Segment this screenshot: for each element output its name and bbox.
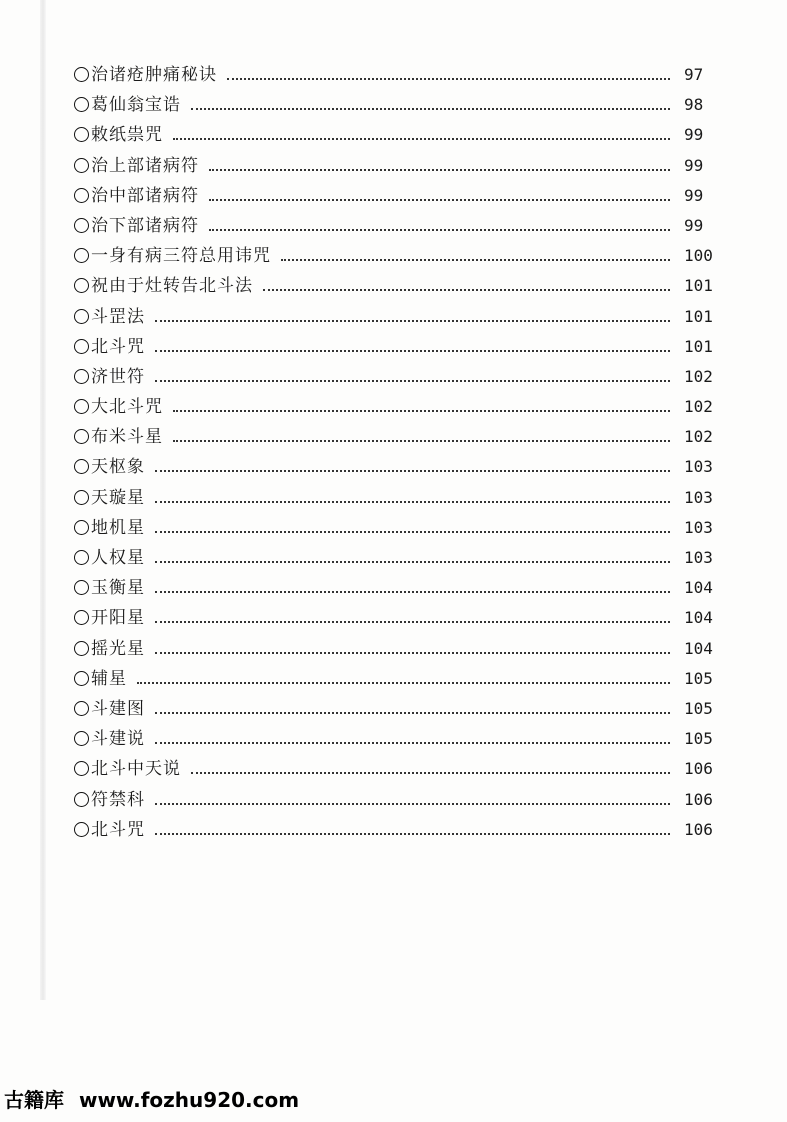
toc-entry-title: 北斗中天说 [91, 759, 181, 780]
toc-entry-page-number: 101 [684, 336, 713, 356]
circle-bullet-icon [74, 459, 89, 474]
toc-entry-title: 祝由于灶转告北斗法 [91, 276, 253, 297]
toc-entry[interactable] [74, 694, 724, 724]
circle-bullet-icon [74, 369, 89, 384]
toc-entry[interactable] [74, 785, 724, 815]
toc-entry-title: 斗罡法 [91, 306, 145, 327]
dot-leader [137, 682, 670, 684]
toc-entry-title: 葛仙翁宝诰 [91, 95, 181, 116]
toc-entry[interactable] [74, 815, 724, 845]
dot-leader [281, 259, 670, 261]
toc-entry-title: 大北斗咒 [91, 397, 163, 418]
dot-leader [155, 833, 670, 835]
toc-entry[interactable] [74, 452, 724, 482]
toc-entry[interactable] [74, 151, 724, 181]
toc-entry[interactable] [74, 60, 724, 90]
dot-leader [155, 470, 670, 472]
toc-entry-page-number: 99 [684, 155, 704, 175]
toc-entry-title: 天璇星 [91, 487, 145, 508]
toc-entry-page-number: 105 [684, 668, 713, 688]
toc-entry-page-number: 99 [684, 185, 704, 205]
toc-entry-page-number: 99 [684, 125, 704, 145]
toc-entry-page-number: 106 [684, 819, 713, 839]
toc-entry-page-number: 102 [684, 397, 713, 417]
table-of-contents [74, 60, 724, 845]
circle-bullet-icon [74, 761, 89, 776]
dot-leader [209, 199, 670, 201]
circle-bullet-icon [74, 731, 89, 746]
dot-leader [155, 531, 670, 533]
toc-entry-title: 摇光星 [91, 638, 145, 659]
toc-entry-title: 辅星 [91, 668, 127, 689]
toc-entry[interactable] [74, 302, 724, 332]
toc-entry-page-number: 103 [684, 517, 713, 537]
toc-entry[interactable] [74, 241, 724, 271]
circle-bullet-icon [74, 520, 89, 535]
toc-entry[interactable] [74, 513, 724, 543]
toc-entry[interactable] [74, 271, 724, 301]
toc-entry-page-number: 105 [684, 698, 713, 718]
circle-bullet-icon [74, 188, 89, 203]
toc-entry[interactable] [74, 483, 724, 513]
toc-entry-page-number: 102 [684, 427, 713, 447]
footer-site-name: 古籍库 [4, 1088, 64, 1112]
toc-entry[interactable] [74, 332, 724, 362]
circle-bullet-icon [74, 127, 89, 142]
dot-leader [155, 350, 670, 352]
toc-entry[interactable] [74, 664, 724, 694]
toc-entry-page-number: 103 [684, 487, 713, 507]
toc-entry-title: 人权星 [91, 548, 145, 568]
toc-entry[interactable] [74, 603, 724, 633]
dot-leader [209, 169, 670, 171]
toc-entry-title: 开阳星 [91, 608, 145, 629]
circle-bullet-icon [74, 278, 89, 293]
dot-leader [155, 380, 670, 382]
toc-entry-page-number: 103 [684, 548, 713, 567]
toc-entry[interactable] [74, 392, 724, 422]
toc-entry[interactable] [74, 543, 724, 573]
circle-bullet-icon [74, 792, 89, 807]
toc-entry[interactable] [74, 573, 724, 603]
circle-bullet-icon [74, 641, 89, 656]
toc-entry-page-number: 100 [684, 246, 713, 266]
toc-entry-title: 济世符 [91, 366, 145, 387]
circle-bullet-icon [74, 158, 89, 173]
toc-entry[interactable] [74, 362, 724, 392]
toc-entry-page-number: 99 [684, 215, 704, 235]
toc-entry-page-number: 103 [684, 457, 713, 477]
toc-entry-title: 地机星 [91, 517, 145, 538]
toc-entry-title: 符禁科 [91, 789, 145, 810]
dot-leader [173, 440, 670, 442]
dot-leader [191, 108, 670, 110]
toc-entry-page-number: 101 [684, 306, 713, 326]
toc-entry-page-number: 101 [684, 276, 713, 296]
toc-entry[interactable] [74, 422, 724, 452]
toc-entry-title: 布米斗星 [91, 427, 163, 448]
dot-leader [227, 78, 670, 80]
dot-leader [155, 591, 670, 593]
footer-url[interactable]: www.fozhu920.com [78, 1088, 300, 1112]
toc-entry-title: 敕纸祟咒 [91, 125, 163, 146]
circle-bullet-icon [74, 671, 89, 686]
toc-entry-page-number: 104 [684, 578, 713, 598]
scan-binding-edge [40, 0, 46, 1000]
circle-bullet-icon [74, 701, 89, 716]
dot-leader [155, 621, 670, 623]
dot-leader [173, 138, 670, 140]
circle-bullet-icon [74, 822, 89, 837]
toc-entry[interactable] [74, 754, 724, 784]
dot-leader [173, 410, 670, 412]
circle-bullet-icon [74, 218, 89, 233]
toc-entry-title: 一身有病三符总用讳咒 [91, 246, 271, 267]
dot-leader [155, 742, 670, 744]
circle-bullet-icon [74, 248, 89, 263]
circle-bullet-icon [74, 550, 89, 565]
toc-entry-title: 治中部诸病符 [91, 185, 199, 206]
footer-watermark [4, 1084, 299, 1113]
circle-bullet-icon [74, 309, 89, 324]
toc-entry[interactable] [74, 90, 724, 120]
toc-entry[interactable] [74, 724, 724, 754]
circle-bullet-icon [74, 97, 89, 112]
dot-leader [209, 229, 670, 231]
toc-entry-title: 天枢象 [91, 457, 145, 478]
toc-entry-title: 治上部诸病符 [91, 155, 199, 176]
dot-leader [155, 652, 670, 654]
toc-entry[interactable] [74, 211, 724, 241]
toc-entry-title: 北斗咒 [91, 819, 145, 840]
toc-entry[interactable] [74, 181, 724, 211]
toc-entry-page-number: 104 [684, 608, 713, 628]
toc-entry-page-number: 106 [684, 759, 713, 779]
toc-entry-title: 斗建图 [91, 698, 145, 719]
circle-bullet-icon [74, 399, 89, 414]
toc-entry-page-number: 104 [684, 638, 713, 658]
dot-leader [155, 803, 670, 805]
toc-entry-page-number: 102 [684, 366, 713, 386]
circle-bullet-icon [74, 339, 89, 354]
dot-leader [263, 289, 670, 291]
toc-entry[interactable] [74, 120, 724, 150]
dot-leader [155, 320, 670, 322]
toc-entry-title: 斗建说 [91, 729, 145, 750]
toc-entry[interactable] [74, 634, 724, 664]
dot-leader [155, 561, 670, 563]
toc-entry-page-number: 106 [684, 789, 713, 809]
toc-entry-page-number: 105 [684, 729, 713, 749]
circle-bullet-icon [74, 610, 89, 625]
dot-leader [155, 712, 670, 714]
toc-entry-title: 治下部诸病符 [91, 215, 199, 236]
toc-entry-page-number: 98 [684, 95, 704, 115]
circle-bullet-icon [74, 429, 89, 444]
circle-bullet-icon [74, 67, 89, 82]
dot-leader [155, 501, 670, 503]
dot-leader [191, 772, 670, 774]
toc-entry-page-number: 97 [684, 65, 704, 84]
toc-entry-title: 玉衡星 [91, 578, 145, 599]
circle-bullet-icon [74, 490, 89, 505]
toc-entry-title: 北斗咒 [91, 336, 145, 357]
toc-entry-title: 治诸疮肿痛秘诀 [91, 65, 217, 85]
circle-bullet-icon [74, 580, 89, 595]
